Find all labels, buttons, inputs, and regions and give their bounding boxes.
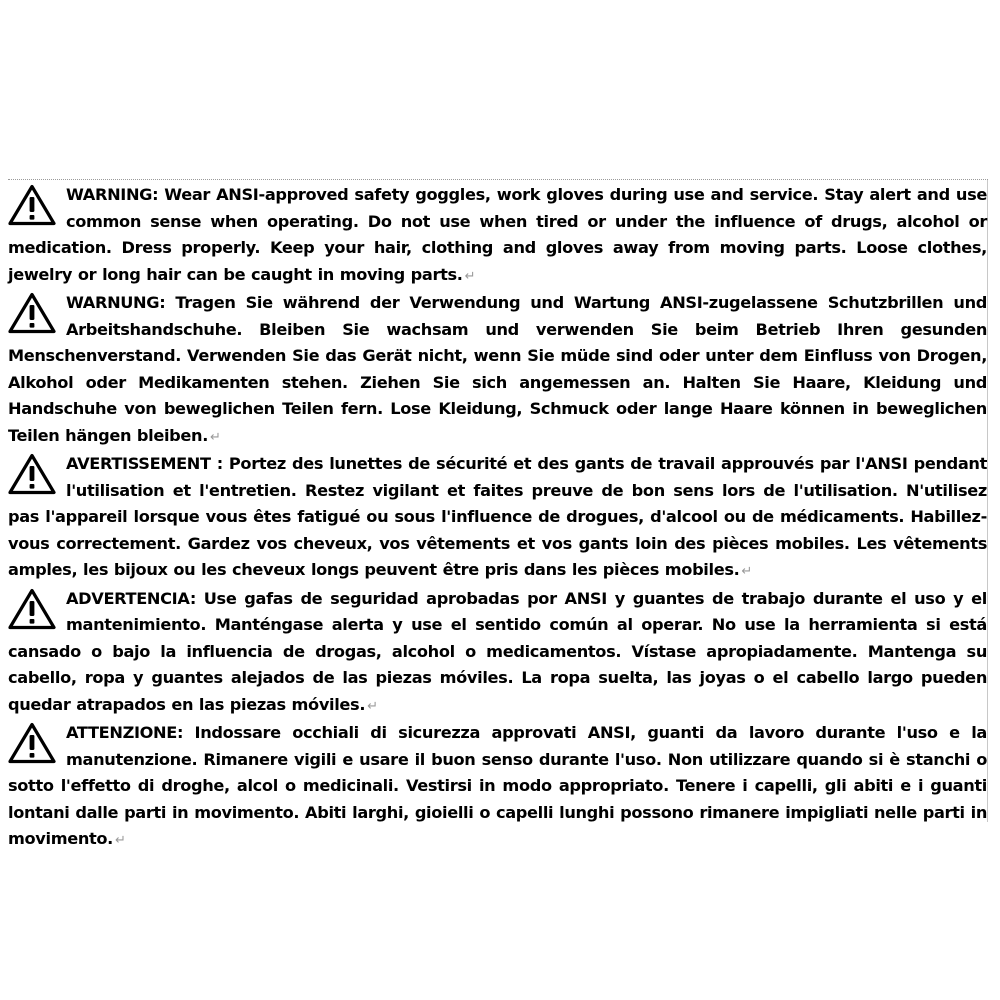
- warning-text-it: ATTENZIONE: Indossare occhiali di sicurezza approvati ANSI, guanti da lavoro durante l'uso e la manutenzione. Rimanere vigili e usare il buon senso durante l'uso. Non utilizzare quando si è stanchi o sotto l'effetto di droghe, alcol o medicinali. Vestirsi in modo appropriato. Tenere i capelli, gli abiti e i guanti lontani dalle parti in movimento. Abiti larghi, gioielli o capelli lunghi possono rimanere impigliati nelle parti in movimento.: [8, 723, 987, 848]
- page-right-rule: [987, 180, 988, 822]
- warning-block-it: [8, 720, 987, 855]
- paragraph-mark: ↵: [464, 268, 476, 284]
- paragraph-mark: ↵: [210, 429, 221, 445]
- warning-text-de: WARNUNG: Tragen Sie während der Verwendung und Wartung ANSI-zugelassene Schutzbrillen und Arbeitshandschuhe. Bleiben Sie wachsam und verwenden Sie beim Betrieb Ihren gesunden Menschenverstand. Verwenden Sie das Gerät nicht, wenn Sie müde sind oder unter dem Einfluss von Drogen, Alkohol oder Medikamenten stehen. Ziehen Sie sich angemessen an. Halten Sie Haare, Kleidung und Handschuhe von beweglichen Teilen fern. Lose Kleidung, Schmuck oder lange Haare können in beweglichen Teilen hängen bleiben.: [8, 293, 987, 445]
- page-top-rule: [8, 179, 988, 180]
- warning-triangle-icon: [8, 588, 60, 633]
- warning-triangle-icon: [8, 722, 60, 767]
- warning-block-es: [8, 586, 987, 721]
- warning-triangle-icon: [8, 184, 60, 229]
- warning-text-en: WARNING: Wear ANSI-approved safety goggles, work gloves during use and service. Stay alert and use common sense when operating. Do not use when tired or under the influence of drugs, alcohol or medication. Dress properly. Keep your hair, clothing and gloves away from moving parts. Loose clothes, jewelry or long hair can be caught in moving parts.: [8, 185, 987, 284]
- warning-block-fr: [8, 451, 987, 586]
- warning-triangle-icon: [8, 292, 60, 337]
- warning-text-es: ADVERTENCIA: Use gafas de seguridad aprobadas por ANSI y guantes de trabajo durante el uso y el mantenimiento. Manténgase alerta y use el sentido común al operar. No use la herramienta si está cansado o bajo la influencia de drogas, alcohol o medicamentos. Vístase apropiadamente. Mantenga su cabello, ropa y guantes alejados de las piezas móviles. La ropa suelta, las joyas o el cabello largo pueden quedar atrapados en las piezas móviles.: [8, 588, 987, 714]
- paragraph-mark: ↵: [741, 564, 752, 579]
- warning-block-en: [8, 182, 987, 290]
- warning-block-de: [8, 290, 987, 451]
- paragraph-mark: ↵: [114, 833, 126, 848]
- warning-text-fr: AVERTISSEMENT : Portez des lunettes de sécurité et des gants de travail approuvés par l'ANSI pendant l'utilisation et l'entretien. Restez vigilant et faites preuve de bon sens lors de l'utilisation. N'utilisez pas l'appareil lorsque vous êtes fatigué ou sous l'influence de drogues, d'alcool ou de médicaments. Habillez-vous correctement. Gardez vos cheveux, vos vêtements et vos gants loin des pièces mobiles. Les vêtements amples, les bijoux ou les cheveux longs peuvent être pris dans les pièces mobiles.: [8, 454, 987, 579]
- warning-document: [8, 182, 987, 855]
- paragraph-mark: ↵: [367, 698, 378, 714]
- warning-triangle-icon: [8, 453, 60, 498]
